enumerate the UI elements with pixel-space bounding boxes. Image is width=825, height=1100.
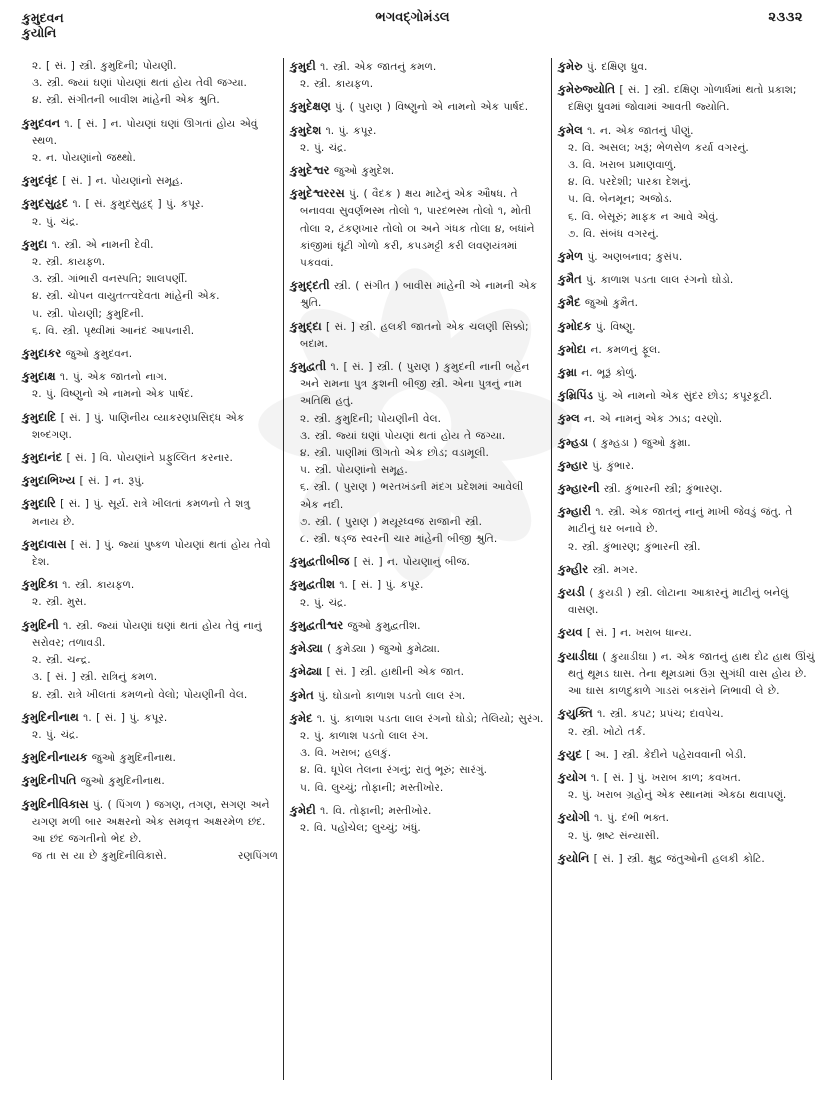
headword: કુમોદક — [558, 318, 592, 333]
dictionary-entry — [558, 58, 816, 76]
book-title: ભગવદ્ગોમંડલ — [375, 10, 450, 25]
definition-text: [ સં. ] પું. પાણિનીય વ્યાકરણપ્રસિદ્ધ એક શબ્દગણ. — [32, 411, 245, 441]
entry-definition-line — [558, 561, 816, 579]
definition-text: સ્ત્રી. ( સંગીત ) બાવીસ માંહેની એ નામની એક શ્રુતિ. — [300, 280, 537, 310]
entry-definition-line — [558, 434, 816, 452]
dictionary-entry — [290, 640, 544, 658]
entry-definition-line — [290, 318, 544, 353]
dictionary-entry — [558, 248, 816, 266]
dictionary-entry — [22, 172, 278, 190]
headword: કુમુદિનીનાયક — [22, 750, 88, 765]
definition-text: પું. ઘોડાનો કાળાશ પડતો લાલ રંગ. — [318, 689, 466, 702]
headword: કુમુદિની — [22, 617, 59, 632]
entry-definition-line — [22, 472, 278, 490]
headword: કુયુદ — [558, 746, 582, 761]
dictionary-entry — [22, 115, 278, 168]
guide-word-first: કુમુદવન — [22, 10, 64, 25]
sense-line: ૪. સ્ત્રી. સંગીતની બાવીશ માંહેની એક શ્રુતિ. — [32, 94, 220, 107]
definition-text: ૧. [ સં. ] પું. ખરાબ કાળ; કવખત. — [590, 771, 741, 784]
headword: કુમેલ — [558, 122, 583, 137]
dictionary-entry — [558, 746, 816, 764]
headword: કુયોનિ — [558, 850, 590, 865]
dictionary-entry — [558, 457, 816, 475]
entry-definition-line — [22, 115, 278, 150]
sense-line: ૨. પું. ખરાબ ગ્રહોનું એક સ્થાનમાં એકઠા થવાપણું. — [568, 789, 787, 802]
dictionary-entry — [558, 341, 816, 359]
entry-definition-line — [22, 368, 278, 386]
definition-text: ૧. [ સં. કુમુદસુહૃદ્ ] પું. કપૂર. — [72, 198, 204, 211]
dictionary-entry — [558, 705, 816, 740]
entry-definition-line — [558, 364, 816, 382]
page-number: ૨૩૩૨ — [768, 10, 803, 25]
entry-definition-line — [558, 294, 816, 312]
dictionary-entry — [558, 294, 816, 312]
column-divider — [551, 58, 552, 1080]
definition-text: ( કુયાડીઘા ) ન. એક જાતનું હાથ દોઢ હાથ ઊંચું થતું થૂમડ ઘાસ. તેના થૂમડામાં ઉગ્ર સુગંધી વાસ હોય છે. આ ઘાસ કાળદુકાળે ગાડરાં બકરાંને નિભાવી લે છે. — [568, 650, 815, 698]
entry-definition-line — [22, 195, 278, 213]
dictionary-entry — [22, 368, 278, 403]
sense-line: ૬. વિ. સ્ત્રી. પૃથ્વીમાં આનંદ આપનારી. — [32, 324, 195, 337]
dictionary-entry — [22, 617, 278, 704]
entry-definition-line — [558, 584, 816, 619]
entry-definition-line — [558, 58, 816, 76]
definition-text: પું. એ નામનો એક સુંદર છોડ; કપૂરકૂટી. — [597, 390, 773, 403]
sense-line: ૭. વિ. સંબંધ વગરનું. — [568, 227, 659, 240]
dictionary-entry — [558, 434, 816, 452]
dictionary-entry — [558, 809, 816, 844]
definition-text: [ સં. ] સ્ત્રી. ક્ષુદ્ર જંતુઓની હલકી કોટિ. — [593, 852, 765, 865]
dictionary-entry — [558, 561, 816, 579]
definition-text: [ સં. ] પું. જ્યાં પુષ્કળ પોયણાં થતાં હોય તેવો દેશ. — [32, 538, 271, 569]
definition-text: ન. કમળનું ફૂલ. — [590, 343, 661, 356]
headword: કુમુદારિ — [22, 496, 56, 511]
definition-text: ૧. પું. દંભી ભક્ત. — [594, 812, 670, 825]
definition-text: જુઓ કુમુદવન. — [65, 348, 133, 361]
sense-line: ૪. સ્ત્રી. ચોપન વાયુતત્ત્વદેવતા માંહેની એક. — [32, 290, 220, 303]
dictionary-entry — [558, 318, 816, 336]
entry-definition-line — [22, 236, 278, 254]
entry-definition-line — [22, 449, 278, 467]
entry-definition-line — [290, 122, 544, 140]
sense-line: ૨. પું. કાળાશ પડતો લાલ રંગ. — [300, 729, 429, 742]
definition-text: [ સં. ] સ્ત્રી. હાથીની એક જાત. — [326, 666, 465, 679]
sense-line: ૨. સ્ત્રી. ખોટો તર્ક. — [568, 725, 646, 738]
definition-text: [ સં. ] પું. સૂર્ય. રાત્રે ખીલતાં કમળનો તે શત્રુ મનાય છે. — [32, 498, 250, 528]
headword: કુમુદ્વતીશ્વર — [290, 617, 344, 632]
dictionary-entry — [290, 122, 544, 157]
definition-text: ૧. પું. કપૂર. — [325, 124, 377, 137]
entry-definition-line — [290, 576, 544, 594]
headword: કુમુદ્વતીબીજ — [290, 554, 350, 569]
dictionary-entry — [22, 495, 278, 530]
dictionary-entry — [22, 749, 278, 767]
headword: કુમૈદ — [558, 295, 581, 310]
quote-verse: જ તા સ યા છે કુમુદિનીવિકાસે. — [32, 850, 167, 863]
entry-definition-line — [290, 710, 544, 728]
definition-text: ૧. પું. એક જાતનો નાગ. — [59, 371, 168, 384]
definition-text: ૧. સ્ત્રી. એક જાતનું કમળ. — [320, 61, 437, 73]
dictionary-entry — [558, 122, 816, 243]
sense-line: ૨. વિ. પહોંચેલ; લુચ્ચું; ખંધું. — [300, 821, 421, 834]
sense-line: ૩. સ્ત્રી. જ્યાં ઘણાં પોયણાં થતાં હોય તે જગ્યા. — [300, 429, 506, 442]
sense-line: ૨. સ્ત્રી. કુમુદિની; પોયણીની વેલ. — [300, 412, 442, 425]
dictionary-entry — [290, 318, 544, 353]
headword: કુમુદવન — [22, 115, 61, 130]
definition-text: [ સં. ] ન. રૂપું. — [79, 475, 145, 488]
sense-line: ૫. સ્ત્રી. પોયણી; કુમુદિની. — [32, 307, 144, 320]
sense-line: ૨. ન. પોયણાંનો જથ્થો. — [32, 152, 136, 165]
entry-definition-line — [22, 409, 278, 444]
headword: કુમુદેશ — [290, 122, 322, 137]
entry-definition-line — [558, 341, 816, 359]
definition-text: ન. એ નામનું એક ઝાડ; વરણો. — [583, 413, 723, 426]
dictionary-columns — [0, 58, 825, 1082]
column-divider — [283, 58, 284, 1080]
headword: કુમેરુ — [558, 59, 583, 73]
sense-line: ૫. સ્ત્રી. પોયણાંનો સમૂહ. — [300, 464, 408, 477]
dictionary-entry — [22, 472, 278, 490]
dictionary-entry — [290, 553, 544, 571]
sense-line: ૩. [ સં. ] સ્ત્રી. રાત્રિનું કમળ. — [32, 671, 158, 684]
dictionary-entry — [22, 449, 278, 467]
definition-text: પું. ( પુરાણ ) વિષ્ણુનો એ નામનો એક પાર્ષદ. — [335, 101, 529, 114]
headword: કુમૈત — [558, 272, 582, 287]
entry-definition-line — [22, 345, 278, 363]
entry-definition-line — [558, 850, 816, 868]
entry-definition-line — [290, 802, 544, 820]
entry-definition-line — [290, 617, 544, 635]
headword: કુમુદાવાસ — [22, 536, 67, 551]
dictionary-entry — [558, 410, 816, 428]
sense-line: ૫. વિ. બેનમૂન; અજોડ. — [568, 193, 673, 206]
sense-line: ૨. પું. ભ્રષ્ટ સંન્યાસી. — [568, 829, 660, 842]
definition-text: ( કુમેડ્યા ) જુઓ કુમેઢ્યા. — [327, 643, 441, 656]
definition-text: જુઓ કુમુદેશ. — [333, 165, 395, 178]
headword: કુમુદી — [290, 59, 316, 73]
column-1 — [22, 58, 278, 1082]
definition-text: [ અ. ] સ્ત્રી. કેદીને પહેરાવવાની બેડી. — [586, 748, 747, 761]
entry-definition-line — [558, 122, 816, 140]
headword: કુમુદ્દા — [290, 318, 322, 333]
sense-line: ૨. પું. ચંદ્ર. — [32, 215, 79, 228]
sense-line: ૫. વિ. લુચ્ચું; તોફાની; મસ્તીખોર. — [300, 781, 444, 794]
entry-definition-line — [22, 796, 278, 849]
dictionary-entry — [22, 772, 278, 790]
sense-line: ૨. સ્ત્રી. મુસ. — [32, 596, 87, 609]
sense-line: ૨. સ્ત્રી. કાયફળ. — [300, 78, 374, 91]
entry-definition-line — [558, 648, 816, 701]
dictionary-entry — [290, 98, 544, 116]
dictionary-entry — [290, 185, 544, 272]
headword: કુમુદિકા — [22, 577, 58, 592]
dictionary-entry — [558, 364, 816, 382]
definition-text: ( કુયડી ) સ્ત્રી. લોટાના આકારનું માટીનું બનેલું વાસણ. — [568, 587, 789, 617]
quote-source: રણપિંગળ — [238, 850, 278, 863]
headword: કુમુદા — [22, 236, 48, 251]
sense-line: ૨. સ્ત્રી. કાયફળ. — [32, 256, 106, 269]
headword: કુમુદસુહૃદ — [22, 196, 69, 211]
sense-line: ૨. [ સં. ] સ્ત્રી. કુમુદિની; પોયણી. — [32, 60, 177, 72]
definition-text: [ સં. ] સ્ત્રી. હલકી જાતનો એક ચલણી સિક્કો; બદામ. — [300, 320, 529, 350]
entry-definition-line — [290, 663, 544, 681]
entry-definition-line — [558, 624, 816, 642]
dictionary-entry — [22, 236, 278, 340]
entry-definition-line — [558, 705, 816, 723]
dictionary-entry — [558, 850, 816, 868]
headword: કુમુદ્વતી — [290, 359, 327, 374]
definition-text: [ સં. ] ન. પોયણાંનો સમૂહ. — [62, 175, 184, 188]
dictionary-entry — [290, 576, 544, 611]
headword: કુયાડીઘા — [558, 648, 598, 663]
sense-line: ૪. સ્ત્રી. રાત્રે ખીલતાં કમળનો વેલો; પોયણીની વેલ. — [32, 688, 248, 701]
entry-definition-line — [22, 617, 278, 652]
entry-definition-line — [558, 809, 816, 827]
definition-text: ૧. સ્ત્રી. એ નામની દેવી. — [51, 238, 154, 251]
definition-text: [ સં. ] ન. પોયણાનું બીજ. — [353, 556, 470, 569]
entry-definition-line — [22, 749, 278, 767]
definition-text: ૧. પું. કાળાશ પડતા લાલ રંગનો ઘોડો; તેલિયો; સુરંગ. — [316, 712, 544, 725]
headword: કુમુદાદિ — [22, 409, 57, 424]
dictionary-entry — [558, 648, 816, 701]
definition-text: પું. કુંભાર. — [592, 459, 635, 472]
dictionary-entry — [290, 663, 544, 681]
definition-text: ૧. [ સં. ] ન. પોયણાં ઘણાં ઊગતાં હોય એવું સ્થળ. — [32, 117, 258, 147]
sense-line: ૪. વિ. ધૂપેલ તેલના રંગનું; રાતું ભૂરું; સારંગું. — [300, 764, 487, 777]
dictionary-entry — [22, 58, 278, 110]
dictionary-entry — [290, 58, 544, 93]
sense-line: ૭. સ્ત્રી. ( પુરાણ ) મયૂરધ્વજ રાજાની સ્ત્રી. — [300, 515, 482, 528]
dictionary-entry — [22, 709, 278, 744]
dictionary-entry — [290, 687, 544, 705]
headword: કુમેળ — [558, 249, 583, 264]
entry-definition-line — [22, 495, 278, 530]
dictionary-entry — [22, 409, 278, 444]
column-2 — [290, 58, 544, 1082]
entry-definition-line — [290, 358, 544, 411]
headword: કુમોદા — [558, 341, 587, 356]
definition-text: પું. ( વૈદક ) ક્ષય માટેનું એક ઔષધ. તે બનાવવા સુવર્ણભસ્મ તોલો ૧, પારદભસ્મ તોલો ૧, મોતી તોલા ૨, ટંકણખાર તોલો ૦। અને ગંધક તોલા ૪, બધાંને કાંજીમાં ઘૂંટી ગોળો કરી, કપડમટ્ટી કરી લવણયંત્રમાં પકવવાં. — [300, 188, 535, 270]
definition-text: જુઓ કુમૈત. — [584, 297, 639, 310]
definition-text: જુઓ કુમુદિનીનાથ. — [80, 775, 165, 788]
dictionary-entry — [22, 536, 278, 571]
sense-line: ૩. વિ. ખરાબ પ્રમાણવાળું. — [568, 159, 677, 172]
entry-definition-line — [558, 387, 816, 405]
dictionary-entry — [22, 345, 278, 363]
headword: કુયોગ — [558, 769, 587, 784]
definition-text: ૧. [ સં. ] પું. કપૂર. — [83, 711, 168, 724]
headword: કુમુદાનંદ — [22, 450, 63, 465]
entry-definition-line — [558, 769, 816, 787]
entry-definition-line — [558, 746, 816, 764]
definition-text: પું. કાળાશ પડતા લાલ રંગનો ઘોડો. — [586, 274, 734, 287]
definition-text: પું. અણબનાવ; કુસંપ. — [587, 251, 683, 264]
dictionary-entry — [290, 277, 544, 312]
dictionary-entry — [290, 710, 544, 797]
headword: કુયુક્તિ — [558, 706, 593, 721]
headword: કુમુદેશ્વર — [290, 163, 330, 178]
sense-line: ૨. પું. ચંદ્ર. — [32, 728, 79, 741]
entry-definition-line — [558, 81, 816, 116]
headword: કુમેડ્યા — [290, 641, 323, 656]
headword: કુમેઢ્યા — [290, 664, 323, 679]
dictionary-entry — [22, 195, 278, 230]
dictionary-entry — [558, 81, 816, 116]
definition-text: [ સં. ] ન. ખરાબ ધાન્ય. — [586, 627, 692, 640]
entry-definition-line — [290, 553, 544, 571]
dictionary-entry — [558, 624, 816, 642]
page-header — [0, 0, 825, 56]
definition-text: પું. ( પિંગળ ) જગણ, તગણ, સગણ અને યગણ મળી બાર અક્ષરનો એક સમવૃત્ત અક્ષરમેળ છંદ. આ છંદ જગતીનો ભેદ છે. — [32, 798, 270, 845]
entry-definition-line — [290, 162, 544, 180]
definition-text: ૧. વિ. તોફાની; મસ્તીખોર. — [320, 804, 432, 817]
headword: કુમુદિનીનાથ — [22, 709, 79, 724]
headword: કુમ્લ — [558, 411, 580, 426]
headword: કુમ્હારની — [558, 481, 600, 496]
sense-line: ૨. સ્ત્રી. ચન્દ્ર. — [32, 654, 91, 667]
definition-text: જુઓ કુમુદ્વતીશ. — [347, 619, 421, 632]
sense-line: ૨. પું. ચંદ્ર. — [300, 141, 347, 154]
headword: કુમુદાકર — [22, 346, 62, 361]
definition-text: ૧. સ્ત્રી. જ્યાં પોયણાં ઘણાં થતાં હોય તેવું નાનું સરોવર; તળાવડી. — [32, 619, 262, 649]
entry-definition-line — [558, 318, 816, 336]
headword: કુમ્રિપિંડ — [558, 388, 593, 403]
sense-line: ૨. સ્ત્રી. કુંભારણ; કુંભારની સ્ત્રી. — [568, 540, 701, 553]
headword: કુમ્રા — [558, 365, 577, 380]
entry-definition-line — [290, 277, 544, 312]
sense-line: ૨. વિ. અસલ; ખરૂં; ભેળસેળ કર્યા વગરનું. — [568, 141, 749, 154]
definition-text: સ્ત્રી. મગર. — [592, 563, 638, 576]
headword: કુમેદ — [290, 710, 313, 725]
headword: કુયડી — [558, 585, 585, 600]
headword: કુમ્હીર — [558, 561, 589, 576]
definition-text: પું. વિષ્ણુ. — [595, 320, 636, 333]
entry-definition-line — [558, 271, 816, 289]
dictionary-entry — [290, 358, 544, 548]
headword: કુમુદેક્ષણ — [290, 99, 331, 114]
column-3 — [558, 58, 816, 1082]
dictionary-entry — [290, 617, 544, 635]
citation-quote — [22, 848, 278, 865]
headword: કુમુદેશ્વરરસ — [290, 186, 345, 201]
entry-definition-line — [558, 410, 816, 428]
entry-definition-line — [22, 172, 278, 190]
headword: કુમેદી — [290, 802, 316, 817]
headword: કુમ્હડા — [558, 434, 589, 449]
definition-text: [ સં. ] વિ. પોયણાંને પ્રફુલ્લિત કરનાર. — [66, 452, 233, 465]
sense-line: ૩. વિ. ખરાબ; હલકું. — [300, 747, 392, 760]
dictionary-entry — [558, 584, 816, 619]
definition-text: ૧. સ્ત્રી. એક જાતનું નાનું માખી જેવડું જંતુ. તે માટીનું ઘર બનાવે છે. — [568, 506, 793, 536]
definition-text: પું. દક્ષિણ ધ્રુવ. — [586, 61, 648, 73]
sense-line: ૨. પું. વિષ્ણુનો એ નામનો એક પાર્ષદ. — [32, 388, 194, 401]
entry-definition-line — [558, 457, 816, 475]
sense-line: ૮. સ્ત્રી. ષડ્જ સ્વરની ચાર માંહેની બીજી શ્રુતિ. — [300, 533, 498, 546]
dictionary-entry — [558, 387, 816, 405]
definition-text: [ સં. ] સ્ત્રી. દક્ષિણ ગોળાર્ધમાં થતો પ્રકાશ; દક્ષિણ ધ્રુવમાં જોવામાં આવતી જ્યોતિ. — [568, 84, 797, 114]
headword: કુમેત — [290, 687, 314, 702]
headword: કુમુદવૃંદ — [22, 173, 58, 188]
headword: કુમુદ્વતીશ — [290, 577, 335, 592]
entry-definition-line — [558, 503, 816, 538]
sense-line: ૩. સ્ત્રી. ગાંભારી વનસ્પતિ; શાલપર્ણી. — [32, 273, 188, 286]
sense-line: ૪. વિ. પરદેશી; પારકા દેશનું. — [568, 176, 692, 189]
sense-line: ૨. પું. ચંદ્ર. — [300, 596, 347, 609]
headword: કુમુદિનીપતિ — [22, 773, 77, 788]
entry-definition-line — [22, 709, 278, 727]
definition-text: સ્ત્રી. કુંભારની સ્ત્રી; કુંભારણ. — [603, 483, 723, 496]
entry-definition-line — [290, 185, 544, 272]
headword: કુમુદાક્ષ — [22, 369, 56, 384]
headword: કુયવ — [558, 625, 583, 640]
headword: કુમ્હારી — [558, 504, 591, 519]
headword: કુમેરુજ્યોતિ — [558, 82, 616, 97]
entry-definition-line — [290, 98, 544, 116]
definition-text: ૧. સ્ત્રી. કપટ; પ્રપંચ; દાવપેચ. — [597, 708, 724, 721]
definition-text: ન. ભૂરૂં કોળું. — [581, 367, 638, 380]
headword: કુમુદિનીવિકાસ — [22, 796, 89, 811]
headword: કુમુદાભિખ્ય — [22, 473, 76, 488]
dictionary-entry — [290, 162, 544, 180]
sense-line: ૬. વિ. બેસૂરું; માફક ન આવે એવું. — [568, 210, 719, 223]
dictionary-entry — [558, 503, 816, 556]
dictionary-entry — [22, 796, 278, 866]
sense-line: ૬. સ્ત્રી. ( પુરાણ ) ભરતખંડની મંદગ પ્રદેશમાં આવેલી એક નદી. — [300, 481, 524, 511]
guide-word-last: કુયોનિ — [22, 25, 57, 40]
headword: કુયોગી — [558, 810, 590, 825]
dictionary-entry — [558, 271, 816, 289]
dictionary-entry — [290, 802, 544, 837]
dictionary-entry — [558, 769, 816, 804]
definition-text: જુઓ કુમુદિનીનાથ. — [91, 752, 176, 765]
dictionary-entry — [22, 576, 278, 611]
definition-text: ૧. સ્ત્રી. કાયફળ. — [62, 579, 135, 592]
dictionary-entry — [558, 480, 816, 498]
entry-definition-line — [290, 58, 544, 76]
definition-text: ૧. [ સં. ] પું. કપૂર. — [339, 579, 424, 592]
sense-line: ૪. સ્ત્રી. પાણીમાં ઊગતો એક છોડ; વડામૂલી. — [300, 447, 489, 460]
entry-definition-line — [290, 640, 544, 658]
entry-definition-line — [22, 576, 278, 594]
entry-definition-line — [558, 248, 816, 266]
entry-definition-line — [290, 687, 544, 705]
sense-line: ૩. સ્ત્રી. જ્યાં ઘણાં પોયણાં થતાં હોય તેવી જગ્યા. — [32, 77, 247, 90]
entry-definition-line — [22, 536, 278, 571]
headword: કુમ્હાર — [558, 457, 588, 472]
definition-text: ૧. ન. એક જાતનું પીણું. — [587, 124, 694, 137]
entry-definition-line — [22, 772, 278, 790]
entry-definition-line — [558, 480, 816, 498]
definition-text: ( કુમ્હડા ) જુઓ કુમ્રા. — [592, 436, 691, 449]
definition-text: ૧. [ સં. ] સ્ત્રી. ( પુરાણ ) કુમુદની નાની બહેન અને રામના પુત્ર કુશની બીજી સ્ત્રી. એના પુત્રનું નામ અતિથિ હતું. — [300, 361, 530, 408]
headword: કુમુદ્દતી — [290, 278, 330, 293]
